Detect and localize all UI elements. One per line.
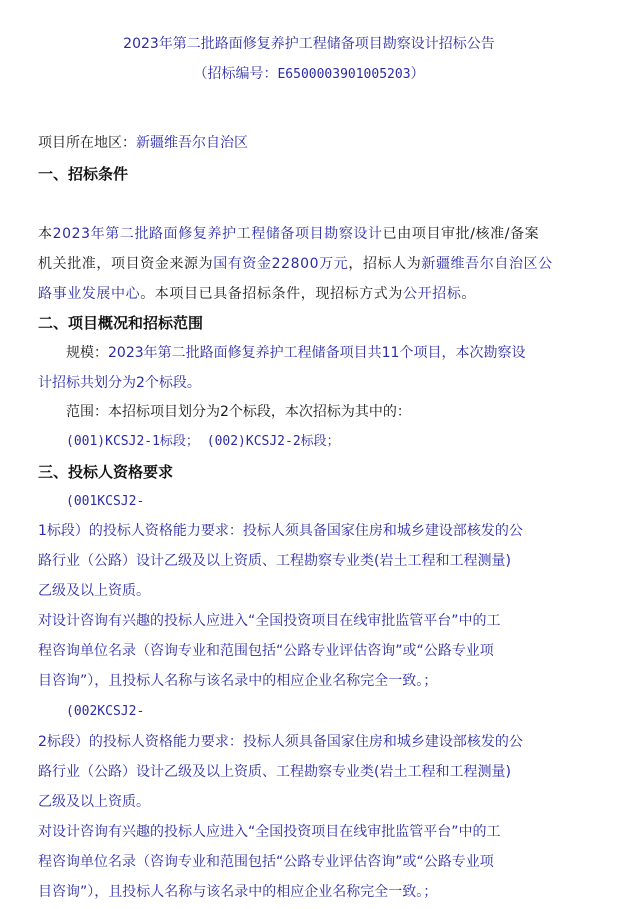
tenderer-name: 新疆维吾尔自治区公 — [421, 256, 553, 272]
tender-method: 公开招标 — [403, 286, 462, 302]
section2-heading: 二、项目概况和招标范围 — [38, 314, 204, 332]
condition-text: ，招标人为 — [348, 256, 422, 272]
lot1-code: (001KCSJ2- — [66, 494, 145, 509]
fund-source: 国有资金22800万元 — [213, 256, 349, 272]
lot1-line-1: 1标段）的投标人资格能力要求：投标人须具备国家住房和城乡建设部核发的公 — [38, 523, 523, 539]
lot2-line-6: 目咨询”），且投标人名称与该名录中的相应企业名称完全一致。； — [38, 884, 438, 900]
tender-number: E6500003901005203 — [277, 67, 411, 82]
lots-line: (001)KCSJ2-1标段； (002)KCSJ2-2标段； — [66, 434, 340, 449]
tenderer-name: 路事业发展中心 — [38, 286, 141, 302]
page-title: 2023年第二批路面修复养护工程储备项目勘察设计招标公告 — [123, 36, 495, 52]
condition-line-1 — [38, 224, 539, 244]
region-label: 项目所在地区： — [38, 135, 136, 151]
lot2-line-3: 乙级及以上资质。 — [38, 794, 150, 810]
lot2-line-1: 2标段）的投标人资格能力要求：投标人须具备国家住房和城乡建设部核发的公 — [38, 734, 523, 750]
lot2-code: (002KCSJ2- — [66, 704, 145, 719]
lot2-line-5: 程咨询单位名录（咨询专业和范围包括“公路专业评估咨询”或“公路专业项 — [38, 854, 494, 870]
condition-text: 。本项目已具备招标条件，现招标方式为 — [140, 286, 404, 302]
section3-heading: 三、投标人资格要求 — [38, 463, 174, 481]
lot1-line-3: 乙级及以上资质。 — [38, 583, 150, 599]
tender-number-open: （招标编号： — [193, 66, 278, 82]
project-name: 2023年第二批路面修复养护工程储备项目勘察设计 — [52, 226, 383, 242]
scale-text: 2023年第二批路面修复养护工程储备项目共11个项目，本次勘察设 — [108, 345, 526, 361]
scale-label: 规模： — [66, 345, 108, 361]
tender-number-close: ） — [410, 66, 425, 82]
condition-line-2 — [38, 254, 553, 274]
section1-heading: 一、招标条件 — [38, 165, 129, 183]
range-line: 范围：本招标项目划分为2个标段，本次招标为其中的： — [66, 404, 411, 420]
region-line — [38, 133, 248, 153]
condition-line-3 — [38, 284, 476, 304]
scale-line-2: 计招标共划分为2个标段。 — [38, 375, 201, 391]
lot1-line-4: 对设计咨询有兴趣的投标人应进入“全国投资项目在线审批监管平台”中的工 — [38, 613, 501, 629]
lot2-line-4: 对设计咨询有兴趣的投标人应进入“全国投资项目在线审批监管平台”中的工 — [38, 824, 501, 840]
region-value: 新疆维吾尔自治区 — [136, 135, 248, 151]
lot1-line-2: 路行业（公路）设计乙级及以上资质、工程勘察专业类(岩土工程和工程测量) — [38, 553, 511, 569]
tender-number-line — [0, 63, 618, 83]
lot2-line-2: 路行业（公路）设计乙级及以上资质、工程勘察专业类(岩土工程和工程测量) — [38, 764, 511, 780]
condition-text: 本 — [38, 226, 53, 242]
condition-text: 机关批准，项目资金来源为 — [38, 256, 214, 272]
lot1-line-5: 程咨询单位名录（咨询专业和范围包括“公路专业评估咨询”或“公路专业项 — [38, 643, 494, 659]
condition-text: 。 — [461, 286, 477, 302]
lot1-line-6: 目咨询”），且投标人名称与该名录中的相应企业名称完全一致。； — [38, 673, 438, 689]
scale-line-1 — [66, 343, 525, 363]
condition-text: 已由项目审批/核准/备案 — [382, 226, 540, 242]
